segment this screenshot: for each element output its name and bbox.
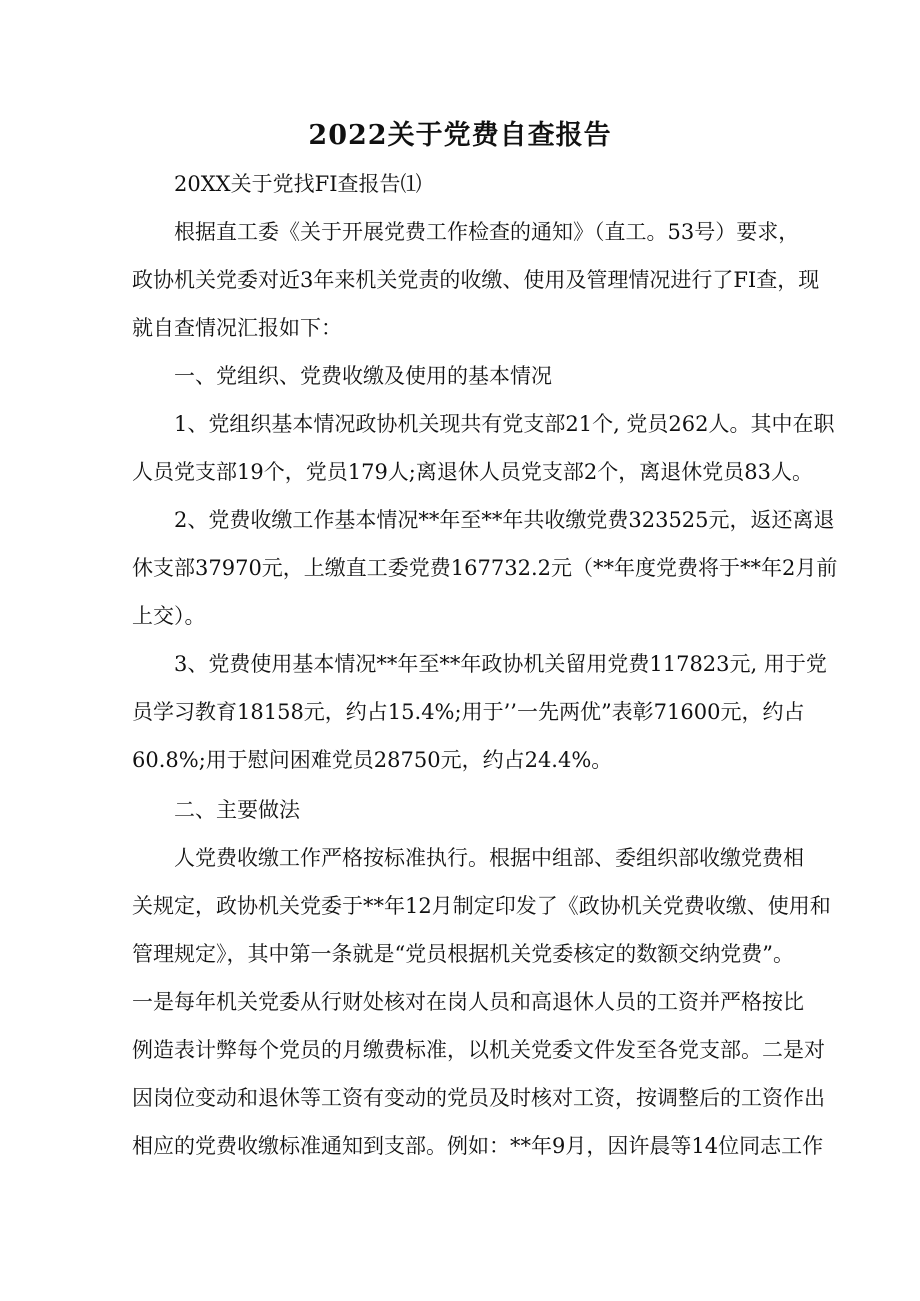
item-2-paragraph [132, 496, 838, 640]
body-paragraph [132, 834, 831, 1170]
section-2-heading-text: 二、主要做法 [174, 798, 300, 822]
section-1-heading-text: 一、党组织、党费收缴及使用的基本情况 [174, 364, 552, 388]
intro-line-3: 就自查情况汇报如下： [132, 316, 342, 340]
item-3-line-1: 3、党费使用基本情况**年至**年政协机关留用党费117823元, 用于党 [174, 652, 827, 676]
body-line-5: 例造表计弊每个党员的月缴费标准，以机关党委文件发至各党支部。二是对 [132, 1038, 825, 1062]
body-line-4: 一是每年机关党委从行财处核对在岗人员和高退休人员的工资并严格按比 [132, 990, 804, 1014]
item-1-line-2: 人员党支部19个，党员179人;离退休人员党支部2个，离退休党员83人。 [132, 460, 813, 484]
body-line-3: 管理规定》，其中第一条就是“党员根据机关党委核定的数额交纳党费”。 [132, 942, 794, 966]
item-1-line-1: 1、党组织基本情况政协机关现共有党支部21个, 党员262人。其中在职 [174, 412, 835, 436]
intro-line-2: 政协机关党委对近3年来机关党责的收缴、使用及管理情况进行了FI查，现 [132, 268, 820, 292]
body-line-6: 因岗位变动和退休等工资有变动的党员及时核对工资，按调整后的工资作出 [132, 1086, 825, 1110]
item-2-line-1: 2、党费收缴工作基本情况**年至**年共收缴党费323525元，返还离退 [174, 508, 835, 532]
item-3-line-3: 60.8%;用于慰问困难党员28750元，约占24.4%。 [132, 748, 613, 772]
subtitle-text: 20XX关于党找FI查报告⑴ [174, 172, 422, 196]
intro-line-1: 根据直工委《关于开展党费工作检查的通知》（直工。53号）要求， [174, 220, 800, 244]
item-2-line-2: 休支部37970元，上缴直工委党费167732.2元（**年度党费将于**年2月前 [132, 556, 838, 580]
item-2-line-3: 上交）。 [132, 604, 206, 628]
body-line-2: 关规定，政协机关党委于**年12月制定印发了《政协机关党费收缴、使用和 [132, 894, 831, 918]
item-1-paragraph [132, 400, 835, 496]
intro-paragraph [132, 208, 820, 352]
item-3-paragraph [132, 640, 827, 784]
item-3-line-2: 员学习教育18158元，约占15.4%;用于’’一先两优”表彰71600元，约占 [132, 700, 805, 724]
section-1-heading [132, 352, 834, 400]
body-line-7: 相应的党费收缴标准通知到支部。例如：**年9月，因许晨等14位同志工作 [132, 1134, 824, 1158]
document-subtitle [132, 160, 834, 208]
document-title: 2022关于党费自查报告 [308, 120, 612, 151]
section-2-heading [132, 786, 834, 834]
body-line-1: 人党费收缴工作严格按标准执行。根据中组部、委组织部收缴党费相 [174, 846, 804, 870]
